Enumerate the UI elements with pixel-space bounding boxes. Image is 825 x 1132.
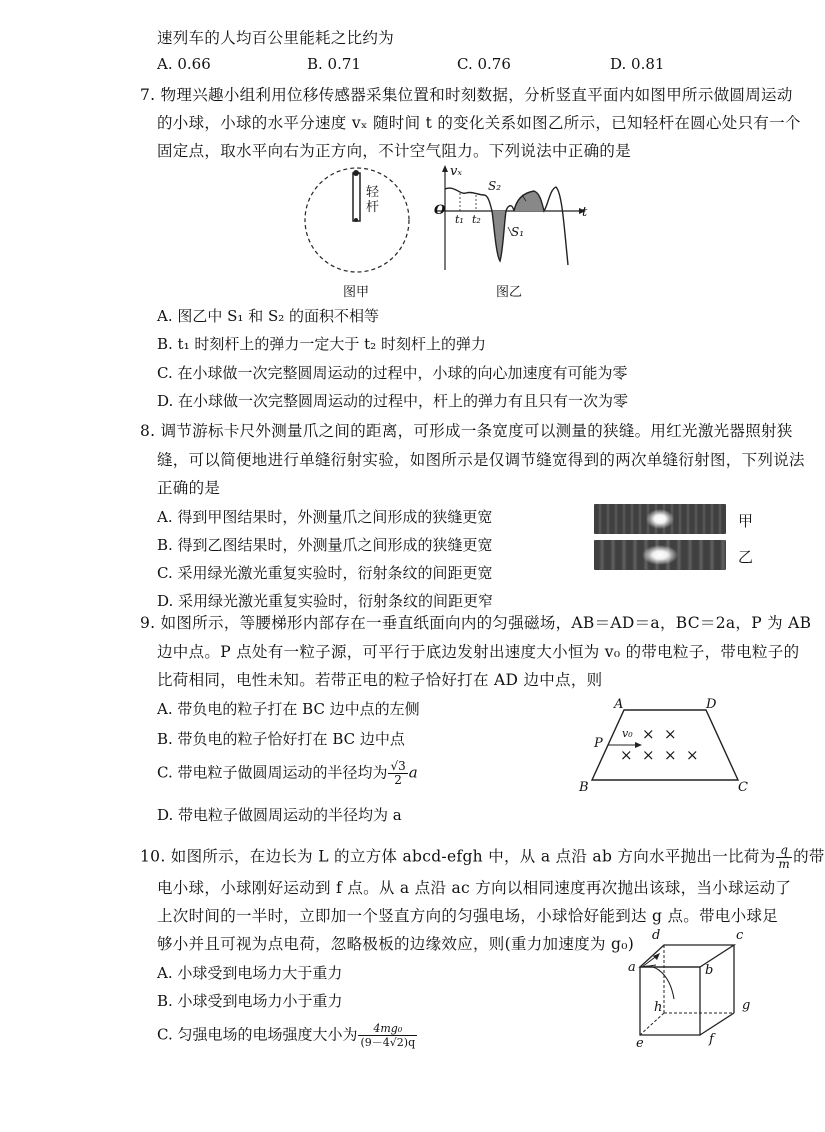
q9-option-c-denominator: 2 xyxy=(394,773,402,787)
q8-option-b: B. 得到乙图结果时，外测量爪之间形成的狭缝更宽 xyxy=(157,536,493,554)
q7-option-a: A. 图乙中 S₁ 和 S₂ 的面积不相等 xyxy=(157,307,380,325)
q9-label-c: C xyxy=(738,780,748,795)
q7-stem-line3: 固定点，取水平向右为正方向，不计空气阻力。下列说法中正确的是 xyxy=(157,142,632,160)
q10-cube-label-d: d xyxy=(652,928,661,943)
q8-label-b: 乙 xyxy=(738,548,754,566)
q8-stem-line3: 正确的是 xyxy=(157,479,221,497)
q7-stem-line2: 的小球，小球的水平分速度 vₓ 随时间 t 的变化关系如图乙所示，已知轻杆在圆心处只有一个 xyxy=(157,114,801,132)
q10-stem-line1-tail: 的带 xyxy=(793,847,825,866)
q10-cube-label-e: e xyxy=(636,1036,644,1051)
q8-diffraction-image-b xyxy=(594,540,726,570)
q10-option-c-numerator: 4mg₀ xyxy=(358,1022,417,1036)
q9-field-cross: × xyxy=(664,746,677,764)
q10-charge-ratio-numerator: q xyxy=(776,844,792,858)
q7-t2-label: t₂ xyxy=(472,213,481,226)
q10-charge-ratio-fraction xyxy=(776,844,792,871)
q10-cube-label-b: b xyxy=(705,963,714,978)
q9-option-c-numerator: √3 xyxy=(390,759,406,773)
q10-cube-label-g: g xyxy=(742,998,751,1013)
q7-origin-label: O xyxy=(434,203,446,218)
q9-option-d: D. 带电粒子做圆周运动的半径均为 a xyxy=(157,806,402,824)
q9-field-cross: × xyxy=(686,746,699,764)
q9-label-b: B xyxy=(579,780,589,795)
q7-option-d: D. 在小球做一次完整圆周运动的过程中，杆上的弹力有且只有一次为零 xyxy=(157,392,629,410)
q9-field-cross: × xyxy=(642,746,655,764)
q10-option-a: A. 小球受到电场力大于重力 xyxy=(157,964,343,982)
q10-option-c-text: C. 匀强电场的电场强度大小为 xyxy=(157,1025,358,1044)
q9-field-cross: × xyxy=(664,725,677,743)
q9-label-v0: v₀ xyxy=(622,727,633,740)
q6-option-d: D. 0.81 xyxy=(610,55,665,73)
q10-charge-ratio-denominator: m xyxy=(778,857,791,871)
q10-stem-line1 xyxy=(140,844,825,871)
q7-option-b: B. t₁ 时刻杆上的弹力一定大于 t₂ 时刻杆上的弹力 xyxy=(157,335,486,353)
q10-cube-label-a: a xyxy=(628,960,636,975)
q8-option-c: C. 采用绿光激光重复实验时，衍射条纹的间距更宽 xyxy=(157,564,493,582)
q8-option-a: A. 得到甲图结果时，外测量爪之间形成的狭缝更宽 xyxy=(157,508,493,526)
q9-option-c-fraction xyxy=(388,760,407,787)
q9-label-p: P xyxy=(594,736,603,751)
q10-stem-line2: 电小球，小球刚好运动到 f 点。从 a 点沿 ac 方向以相同速度再次抛出该球，当小球运动了 xyxy=(157,879,792,897)
q9-field-cross: × xyxy=(642,725,655,743)
q7-figure-b-caption: 图乙 xyxy=(496,285,523,300)
q9-stem-line1: 9. 如图所示，等腰梯形内部存在一垂直纸面向内的匀强磁场，AB＝AD＝a，BC＝2a，P 为 AB xyxy=(140,614,812,632)
q7-s1-label: S₁ xyxy=(511,225,525,239)
q9-option-b: B. 带负电的粒子恰好打在 BC 边中点 xyxy=(157,730,405,748)
q10-stem-line3: 上次时间的一半时，立即加一个竖直方向的匀强电场，小球恰好能到达 g 点。带电小球足 xyxy=(157,907,779,925)
q10-option-c-denominator: (9－4√2)q xyxy=(360,1036,416,1049)
q10-cube-label-f: f xyxy=(709,1032,714,1047)
q7-stem-line1: 7. 物理兴趣小组利用位移传感器采集位置和时刻数据，分析竖直平面内如图甲所示做圆周运动 xyxy=(140,86,793,104)
q8-diffraction-image-a xyxy=(594,504,726,534)
q7-figure-a xyxy=(298,165,430,277)
q9-stem-line2: 边中点。P 点处有一粒子源，可平行于底边发射出速度大小恒为 v₀ 的带电粒子，带电粒子的 xyxy=(157,643,800,661)
q7-t-axis-label: t xyxy=(582,205,588,220)
q7-t1-label: t₁ xyxy=(455,213,464,226)
q6-option-a: A. 0.66 xyxy=(157,55,211,73)
q10-cube-figure xyxy=(630,935,760,1050)
q10-cube-label-c: c xyxy=(736,928,744,943)
q9-option-a: A. 带负电的粒子打在 BC 边中点的左侧 xyxy=(157,700,420,718)
q9-option-c-text: C. 带电粒子做圆周运动的半径均为 xyxy=(157,763,388,782)
q10-cube-label-h: h xyxy=(654,1000,663,1015)
q7-vx-axis-label: vₓ xyxy=(450,164,462,179)
q10-option-c xyxy=(157,1022,418,1049)
q10-option-c-fraction xyxy=(358,1022,417,1049)
q7-option-c: C. 在小球做一次完整圆周运动的过程中，小球的向心加速度有可能为零 xyxy=(157,364,628,382)
q6-option-b: B. 0.71 xyxy=(307,55,361,73)
q9-stem-line3: 比荷相同，电性未知。若带正电的粒子恰好打在 AD 边中点，则 xyxy=(157,671,603,689)
q9-option-c-unit: a xyxy=(408,763,418,782)
q6-option-c: C. 0.76 xyxy=(457,55,511,73)
q7-figure-a-caption: 图甲 xyxy=(343,285,370,300)
q9-field-cross: × xyxy=(620,746,633,764)
q10-stem-line1-text: 10. 如图所示，在边长为 L 的立方体 abcd-efgh 中，从 a 点沿 ab 方向水平抛出一比荷为 xyxy=(140,847,776,866)
q6-stem-tail: 速列车的人均百公里能耗之比约为 xyxy=(157,29,395,47)
q9-option-c xyxy=(157,760,418,787)
q8-option-d: D. 采用绿光激光重复实验时，衍射条纹的间距更窄 xyxy=(157,592,494,610)
q8-stem-line1: 8. 调节游标卡尺外测量爪之间的距离，可形成一条宽度可以测量的狭缝。用红光激光器照射狭 xyxy=(140,422,793,440)
q10-option-b: B. 小球受到电场力小于重力 xyxy=(157,992,343,1010)
q7-figure-b xyxy=(430,165,590,275)
q8-stem-line2: 缝，可以简便地进行单缝衍射实验，如图所示是仅调节缝宽得到的两次单缝衍射图，下列说法 xyxy=(157,451,805,469)
q10-stem-line4: 够小并且可视为点电荷，忽略极板的边缘效应，则(重力加速度为 g₀) xyxy=(157,935,635,953)
q7-rod-label: 轻杆 xyxy=(366,185,380,215)
q7-s2-label: S₂ xyxy=(488,179,502,193)
q9-label-a: A xyxy=(614,697,624,712)
q8-label-a: 甲 xyxy=(738,512,754,530)
q9-label-d: D xyxy=(706,697,717,712)
